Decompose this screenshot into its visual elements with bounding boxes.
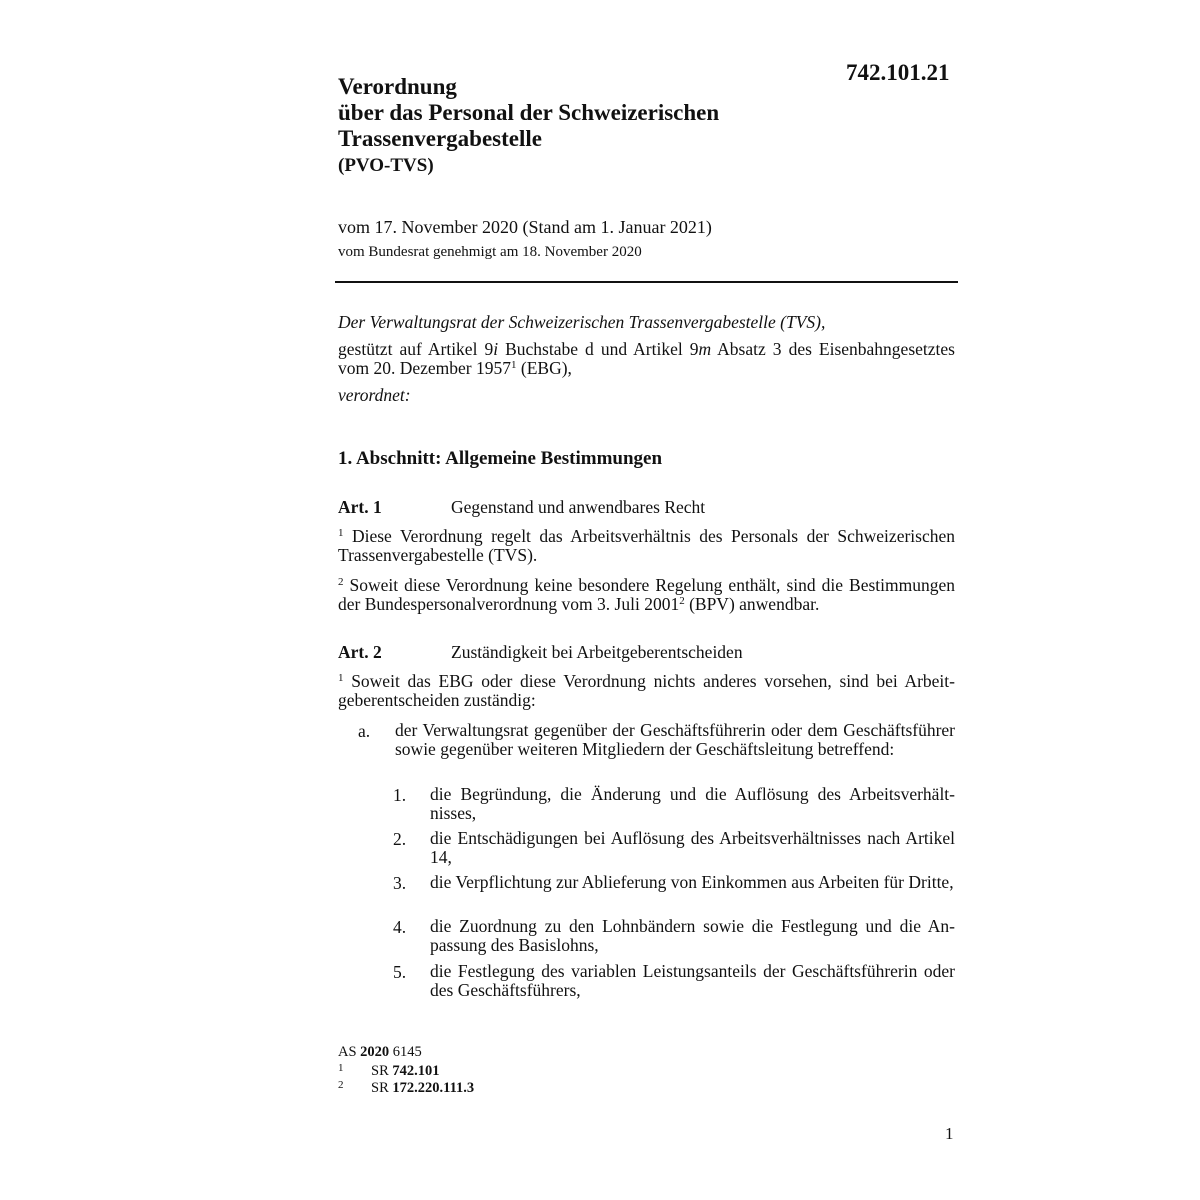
preamble-basis: gestützt auf Artikel 9i Buchstabe d und Artikel 9m Absatz 3 des Eisenbahngesetztes vom 20. Dezember 1957$^1$ (EBG), bbox=[338, 339, 955, 378]
article-paragraph: $^1$ Diese Verordnung regelt das Arbeitsverhältnis des Personals der Schweizerischen Trassenvergabestelle (TVS). bbox=[338, 526, 955, 565]
list-marker: a. bbox=[358, 721, 371, 741]
preamble-authority: Der Verwaltungsrat der Schweizerischen Trassenvergabestelle (TVS), bbox=[338, 312, 826, 332]
list-marker: 2. bbox=[393, 829, 407, 849]
title-line: Trassenvergabestelle bbox=[338, 126, 542, 151]
footnote-text: SR 172.220.111.3 bbox=[371, 1080, 475, 1096]
article-label: Art. 1 bbox=[338, 497, 382, 517]
approval-line: vom Bundesrat genehmigt am 18. November 2020 bbox=[338, 244, 642, 260]
footnote-ref[interactable]: 1 bbox=[511, 359, 517, 371]
list-marker: 3. bbox=[393, 873, 407, 893]
preamble-verordnet: verordnet: bbox=[338, 385, 411, 405]
list-marker: 5. bbox=[393, 962, 407, 982]
list-marker: 4. bbox=[393, 917, 407, 937]
list-item: der Verwaltungsrat gegenüber der Geschäftsführerin oder dem Geschäftsführer sowie gegenüber weiteren Mitgliedern der Geschäftsleitung betreffend: bbox=[395, 720, 955, 759]
date-line: vom 17. November 2020 (Stand am 1. Januar 2021) bbox=[338, 217, 712, 237]
header-divider bbox=[335, 281, 958, 283]
footnote-ref[interactable]: 2 bbox=[679, 595, 685, 607]
article-label: Art. 2 bbox=[338, 642, 382, 662]
page-number: 1 bbox=[945, 1124, 954, 1143]
list-item: die Verpflichtung zur Ablieferung von Einkommen aus Arbeiten für Dritte, bbox=[430, 872, 954, 892]
abbreviation: (PVO-TVS) bbox=[338, 155, 434, 176]
article-paragraph: $^1$ Soweit das EBG oder diese Verordnung nichts anderes vorsehen, sind bei Arbeitgeberentscheiden zuständig: bbox=[338, 671, 955, 710]
official-compilation-ref: AS 2020 6145 bbox=[338, 1044, 422, 1060]
list-item: die Begründung, die Änderung und die Auflösung des Arbeitsverhältnisses, bbox=[430, 784, 955, 823]
section-heading: 1. Abschnitt: Allgemeine Bestimmungen bbox=[338, 448, 663, 469]
list-item: die Zuordnung zu den Lohnbändern sowie die Festlegung und die Anpassung des Basislohns, bbox=[430, 916, 955, 955]
article-title: Zuständigkeit bei Arbeitgeberentscheiden bbox=[451, 642, 743, 662]
footnote-number: 1 bbox=[338, 1062, 344, 1074]
article-paragraph: $^2$ Soweit diese Verordnung keine besondere Regelung enthält, sind die Bestimmungen der Bundespersonalverordnung vom 3. Juli 2001$^2$ (BPV) anwendbar. bbox=[338, 575, 955, 614]
article-title: Gegenstand und anwendbares Recht bbox=[451, 497, 706, 517]
sr-number: 742.101.21 bbox=[846, 60, 950, 85]
footnote-number: 2 bbox=[338, 1079, 344, 1091]
footnote-text: SR 742.101 bbox=[371, 1063, 440, 1079]
list-item: die Entschädigungen bei Auflösung des Arbeitsverhältnisses nach Artikel 14, bbox=[430, 828, 955, 867]
title-line: Verordnung bbox=[338, 74, 457, 99]
document-title bbox=[338, 74, 719, 152]
list-item: die Festlegung des variablen Leistungsanteils der Geschäftsführerin oder des Geschäftsführers, bbox=[430, 961, 955, 1000]
title-line: über das Personal der Schweizerischen bbox=[338, 100, 720, 125]
list-marker: 1. bbox=[393, 785, 407, 805]
